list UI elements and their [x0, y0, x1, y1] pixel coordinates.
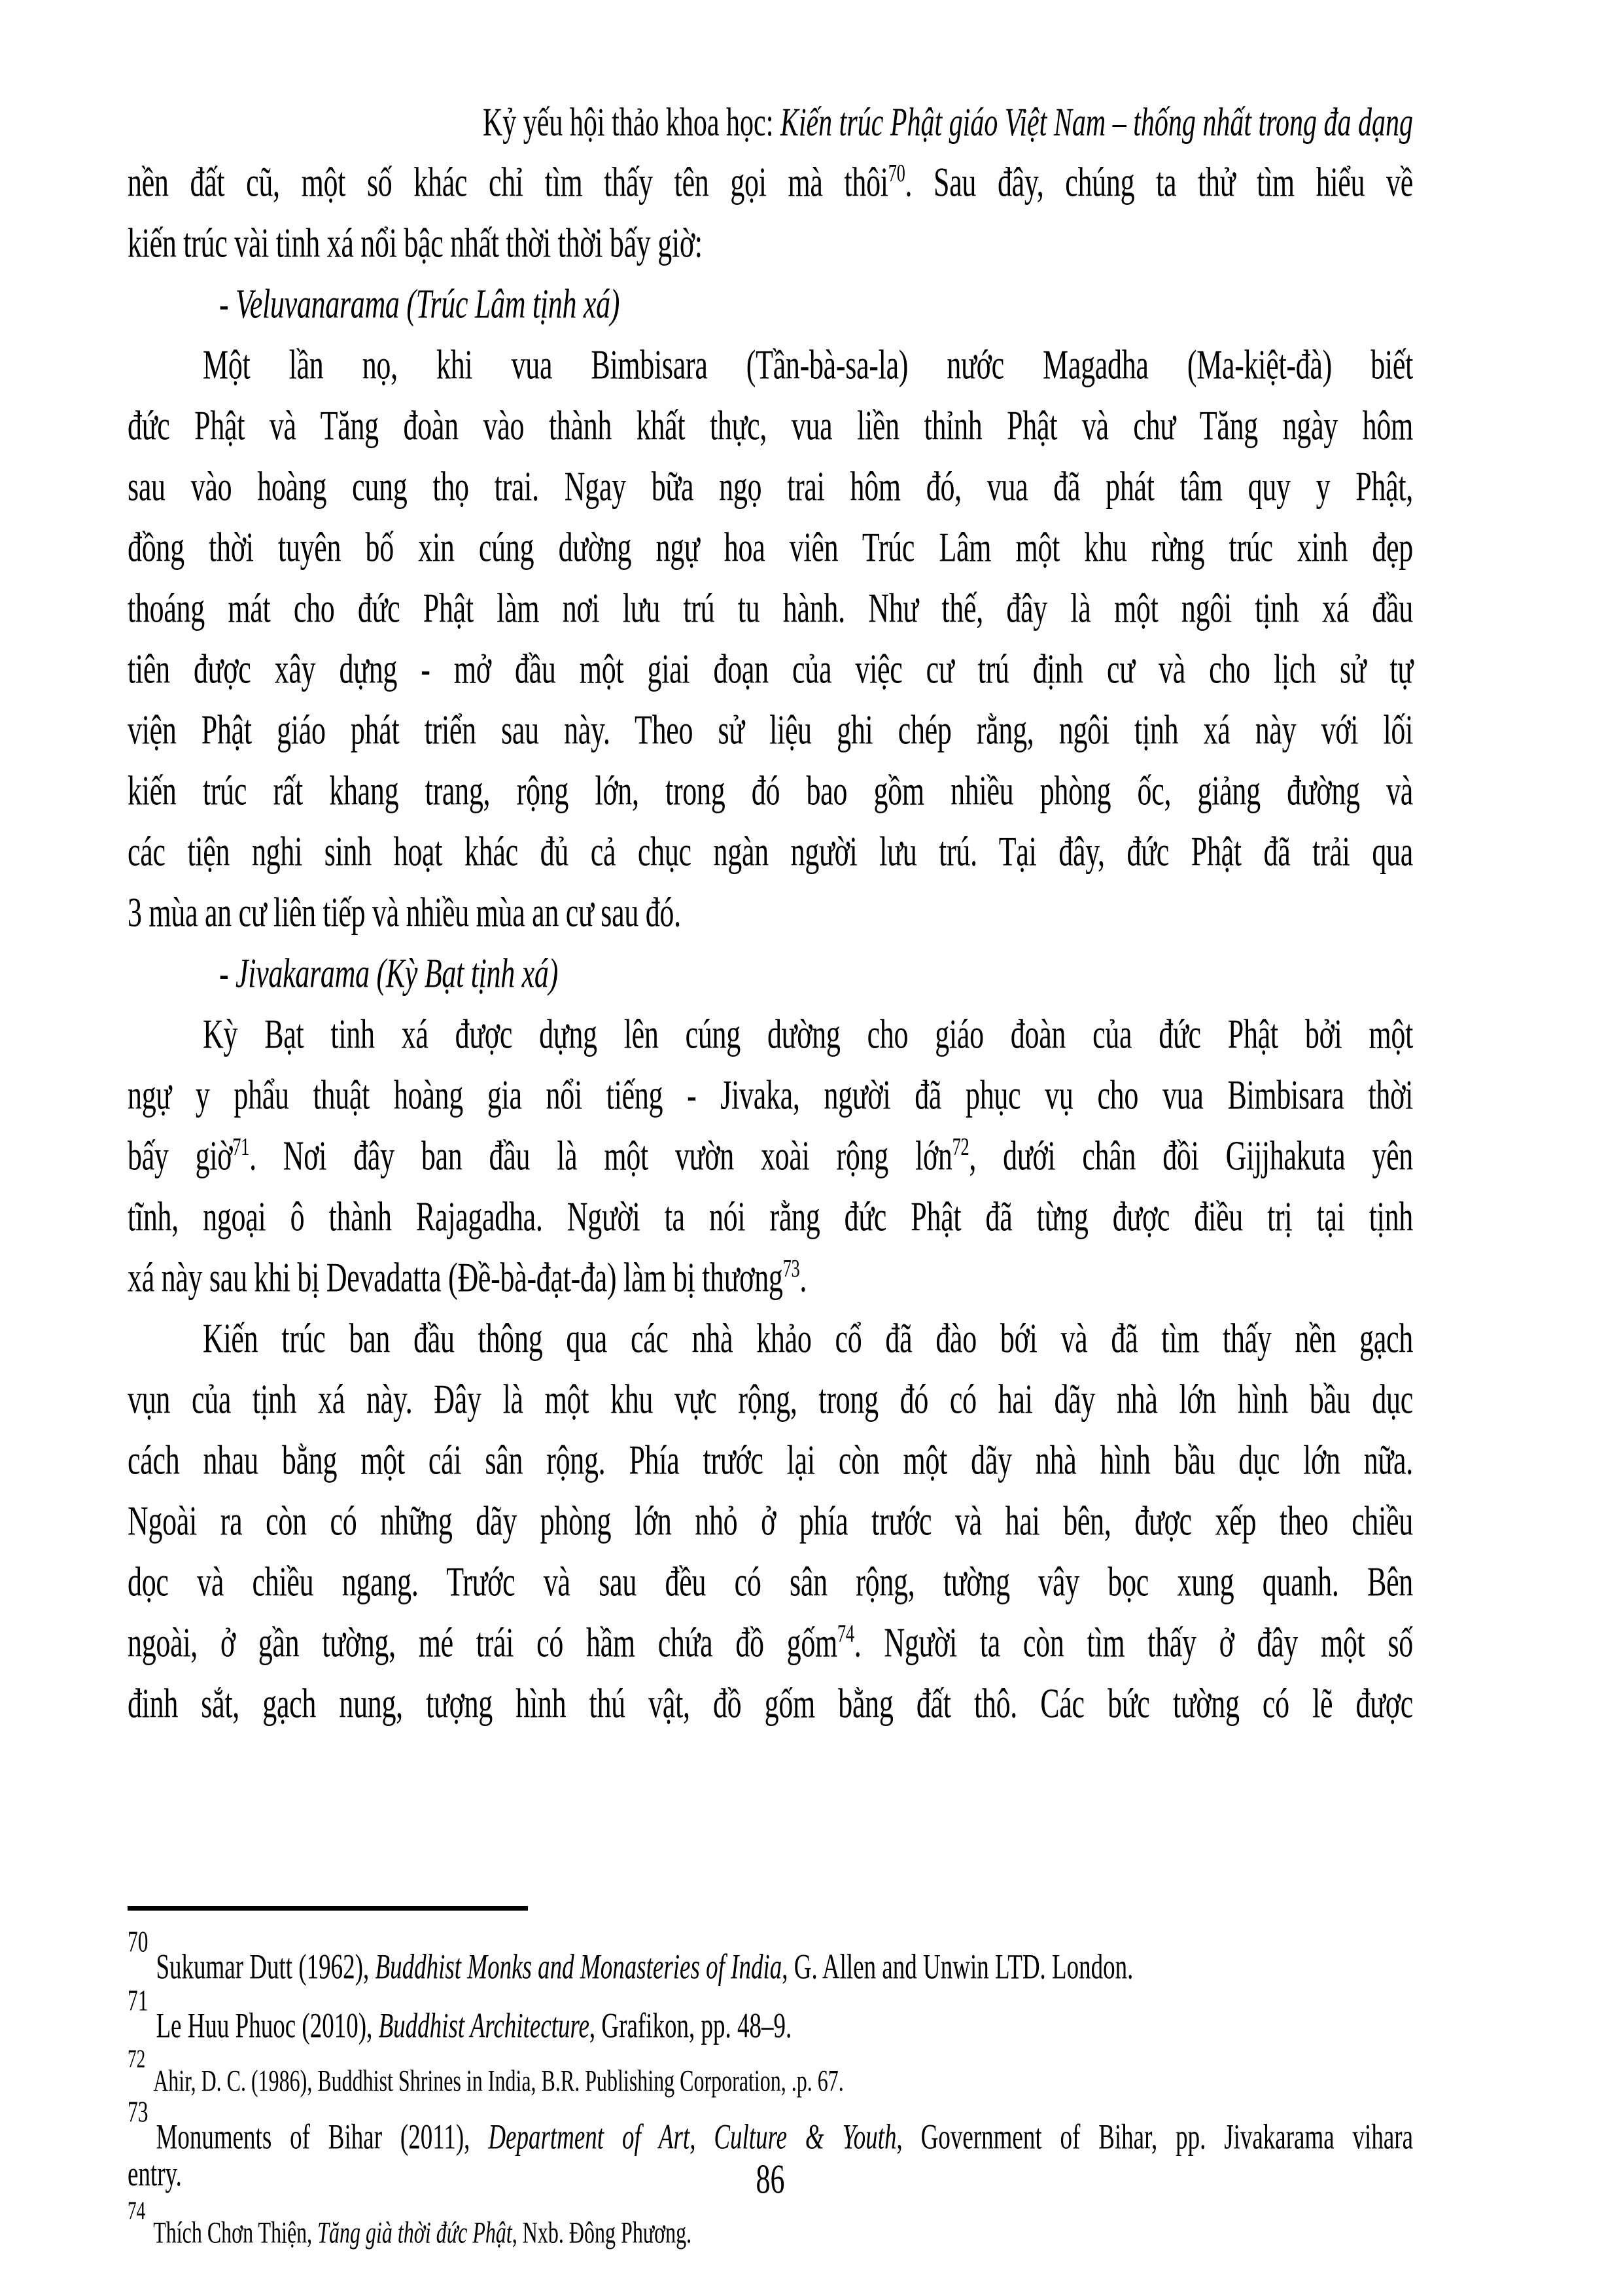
- text-run: Monuments of Bihar (2011),: [156, 2118, 489, 2157]
- running-header-title: Kiến trúc Phật giáo Việt Nam – thống nhất trong đa dạng: [780, 101, 1413, 145]
- text-run: tiên được xây dựng - mở đầu một giai đoạn của việc cư trú định cư và cho lịch sử tự: [128, 645, 1413, 693]
- text-run: Ngoài ra còn có những dãy phòng lớn nhỏ ở phía trước và hai bên, được xếp theo chiều: [128, 1497, 1413, 1545]
- body-text: [128, 152, 1413, 1734]
- text-run: sau vào hoàng cung thọ trai. Ngay bữa ngọ trai hôm đó, vua đã phát tâm quy y Phật,: [128, 463, 1413, 510]
- text-run: . Nơi đây ban đầu là một vườn xoài rộng lớn: [249, 1132, 952, 1180]
- text-run: Kỳ Bạt tinh xá được dựng lên cúng dường cho giáo đoàn của đức Phật bởi một: [203, 1010, 1413, 1058]
- footnote-number: 72: [128, 2043, 146, 2073]
- text-run: thoáng mát cho đức Phật làm nơi lưu trú tu hành. Như thế, đây là một ngôi tịnh xá đầu: [128, 584, 1413, 632]
- italic-text: Department of Art, Culture & Youth: [488, 2118, 897, 2157]
- text-run: - Jivakarama (Kỳ Bạt tịnh xá): [219, 949, 558, 997]
- text-run: Một lần nọ, khi vua Bimbisara (Tần-bà-sa-la) nước Magadha (Ma-kiệt-đà) biết: [203, 341, 1413, 389]
- footnote-number: 74: [128, 2196, 146, 2225]
- text-run: . Sau đây, chúng ta thử tìm hiểu về: [905, 158, 1413, 206]
- text-run: kiến trúc rất khang trang, rộng lớn, trong đó bao gồm nhiều phòng ốc, giảng đường và: [128, 767, 1413, 815]
- footnote-ref: 70: [888, 158, 905, 187]
- text-run: , G. Allen and Unwin LTD. London.: [782, 1948, 1134, 1987]
- text-run: , Grafikon, pp. 48–9.: [589, 2007, 792, 2047]
- footnote-ref: 72: [952, 1132, 969, 1161]
- text-run: vụn của tịnh xá này. Đây là một khu vực rộng, trong đó có hai dãy nhà lớn hình bầu dục: [128, 1375, 1413, 1423]
- text-run: đồng thời tuyên bố xin cúng dường ngự hoa viên Trúc Lâm một khu rừng trúc xinh đẹp: [128, 523, 1413, 571]
- text-run: cách nhau bằng một cái sân rộng. Phía trước lại còn một dãy nhà hình bầu dục lớn nữa.: [128, 1436, 1413, 1484]
- text-run: Sukumar Dutt (1962),: [156, 1948, 375, 1987]
- text-run: - Veluvanarama (Trúc Lâm tịnh xá): [219, 280, 620, 328]
- text-run: kiến trúc vài tinh xá nổi bậc nhất thời thời bấy giờ:: [128, 219, 703, 267]
- text-run: dọc và chiều ngang. Trước và sau đều có sân rộng, tường vây bọc xung quanh. Bên: [128, 1558, 1413, 1606]
- page-number: 86: [756, 2155, 785, 2202]
- italic-text: Tăng già thời đức Phật: [317, 2215, 512, 2250]
- text-run: viện Phật giáo phát triển sau này. Theo sử liệu ghi chép rằng, ngôi tịnh xá này với lối: [128, 706, 1413, 754]
- text-run: 3 mùa an cư liên tiếp và nhiều mùa an cư sau đó.: [128, 889, 681, 936]
- footnote-ref: 73: [782, 1254, 800, 1282]
- body-line: [128, 1659, 1413, 1748]
- text-run: đinh sắt, gạch nung, tượng hình thú vật, đồ gốm bằng đất thô. Các bức tường có lẽ được: [128, 1680, 1413, 1727]
- text-run: Thích Chơn Thiện,: [153, 2215, 318, 2250]
- text-run: , dưới chân đồi Gijjhakuta yên: [969, 1132, 1413, 1180]
- text-run: , Government of Bihar, pp. Jivakarama vihara: [896, 2118, 1414, 2157]
- footnote-ref: 71: [232, 1132, 250, 1161]
- text-run: . Người ta còn tìm thấy ở đây một số: [854, 1619, 1413, 1667]
- italic-text: Buddhist Architecture: [378, 2007, 589, 2047]
- text-run: .: [799, 1254, 807, 1301]
- text-run: Ahir, D. C. (1986), Buddhist Shrines in India, B.R. Publishing Corporation, .p. 67.: [153, 2062, 844, 2098]
- footnote-separator: [128, 1906, 528, 1911]
- text-run: xá này sau khi bị Devadatta (Đề-bà-đạt-đa) làm bị thương: [128, 1254, 783, 1301]
- footnote-ref: 74: [837, 1619, 854, 1648]
- text-run: Kiến trúc ban đầu thông qua các nhà khảo cổ đã đào bới và đã tìm thấy nền gạch: [203, 1315, 1413, 1362]
- text-run: ngoài, ở gần tường, mé trái có hầm chứa đồ gốm: [128, 1619, 837, 1667]
- text-run: đức Phật và Tăng đoàn vào thành khất thực, vua liền thỉnh Phật và chư Tăng ngày hôm: [128, 402, 1413, 450]
- footnote-number: 71: [128, 1984, 148, 2018]
- footnote-number: 73: [128, 2094, 148, 2128]
- text-run: bấy giờ: [128, 1132, 233, 1180]
- footnote-number: 70: [128, 1924, 148, 1958]
- text-run: , Nxb. Đông Phương.: [512, 2215, 692, 2250]
- italic-text: Buddhist Monks and Monasteries of India: [375, 1948, 782, 1987]
- text-run: entry.: [128, 2155, 182, 2195]
- running-header-plain: Kỷ yếu hội thảo khoa học:: [482, 101, 780, 145]
- text-run: Le Huu Phuoc (2010),: [156, 2007, 379, 2047]
- text-run: tĩnh, ngoại ô thành Rajagadha. Người ta nói rằng đức Phật đã từng được điều trị tại tịnh: [128, 1193, 1413, 1241]
- text-run: ngự y phẩu thuật hoàng gia nổi tiếng - Jivaka, người đã phục vụ cho vua Bimbisara thời: [128, 1071, 1413, 1119]
- text-run: nền đất cũ, một số khác chỉ tìm thấy tên gọi mà thôi: [128, 158, 888, 206]
- text-run: các tiện nghi sinh hoạt khác đủ cả chục ngàn người lưu trú. Tại đây, đức Phật đã trải qua: [128, 828, 1413, 875]
